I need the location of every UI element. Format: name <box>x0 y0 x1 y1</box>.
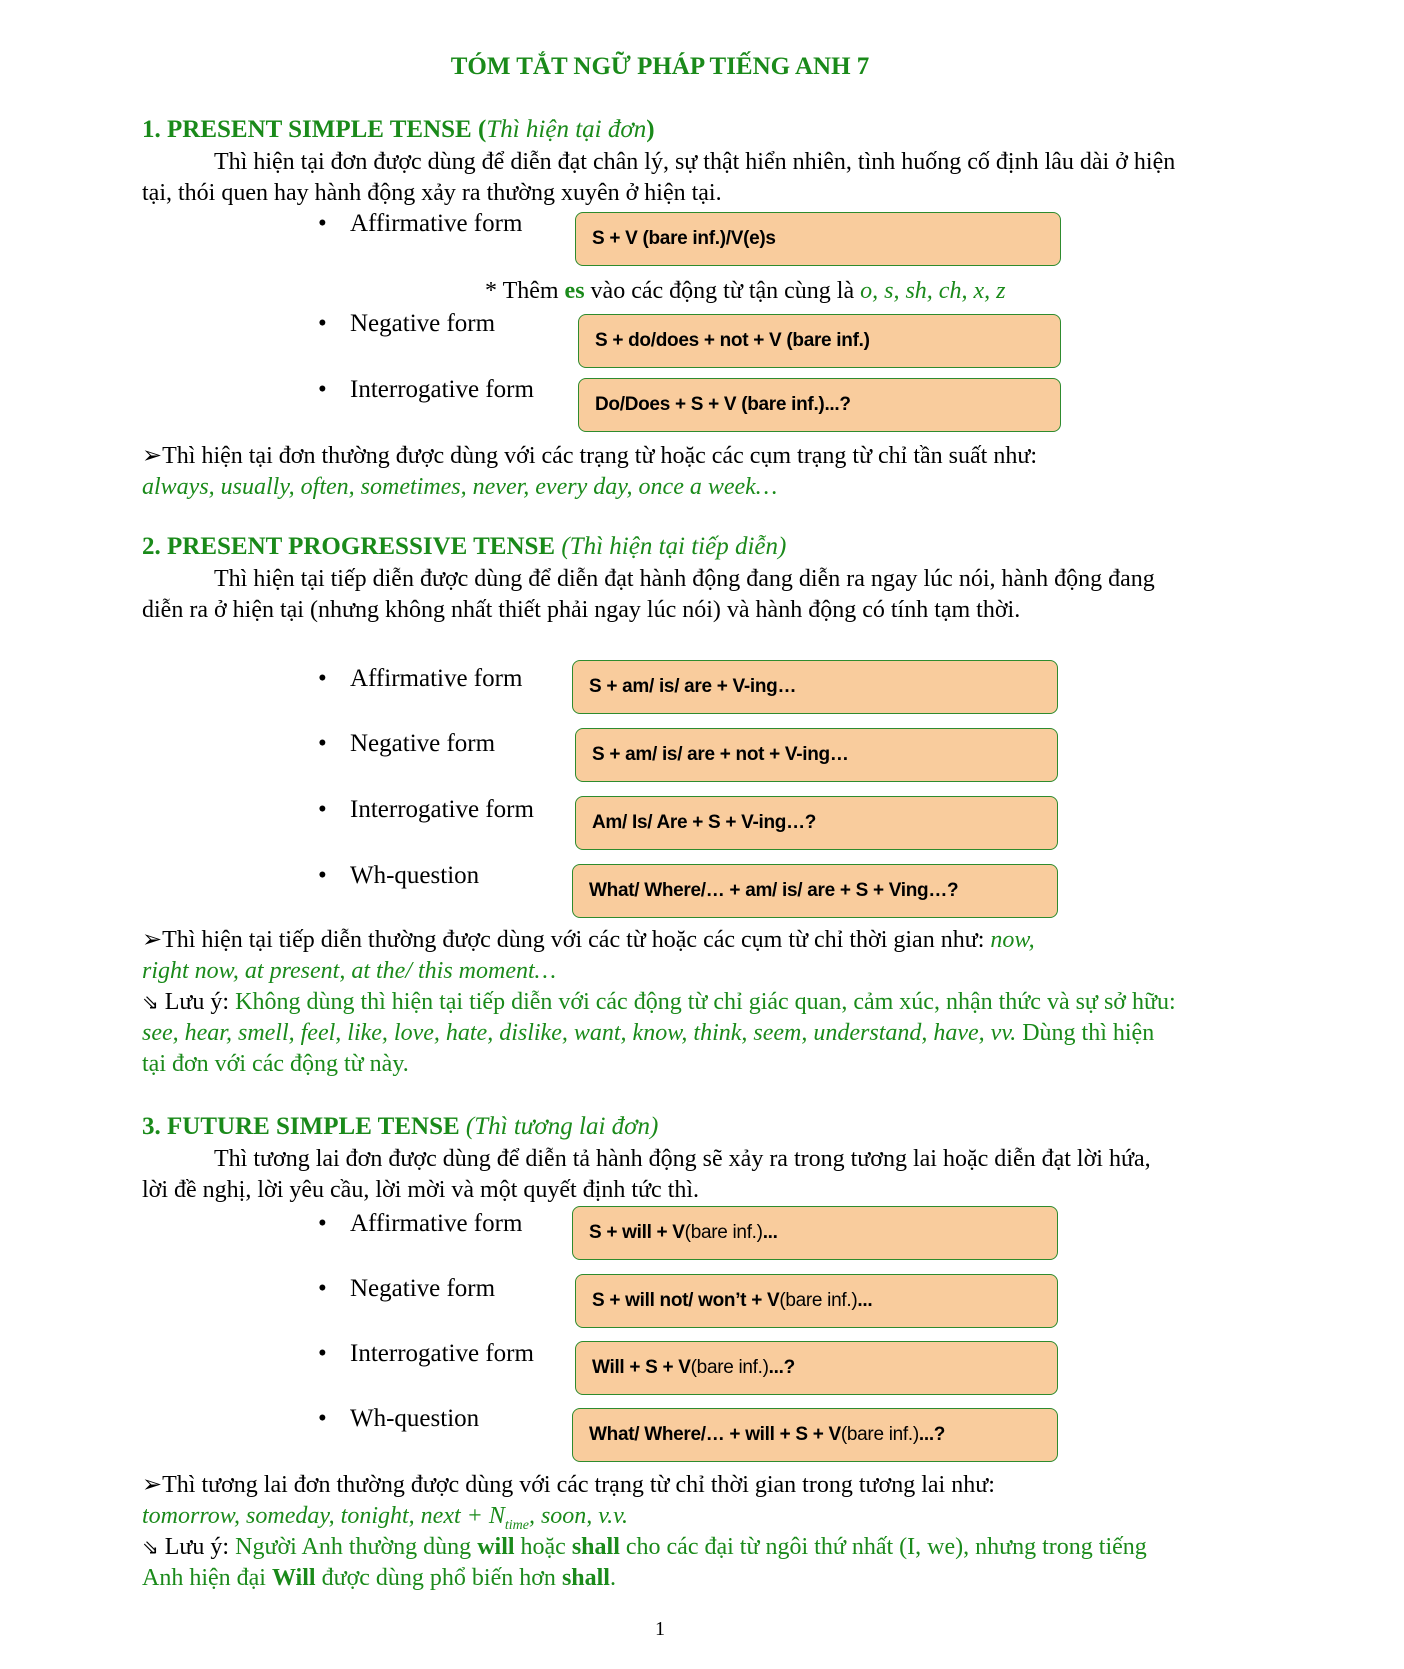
s3-interrogative-formula <box>575 1341 1058 1395</box>
s3-neg-bold: S + will not/ won’t + V <box>592 1290 780 1311</box>
s2-wh-label-text: Wh-question <box>350 862 480 889</box>
s1-usage <box>142 441 1182 503</box>
s2-wh-formula: What/ Where/… + am/ is/ are + S + Ving…? <box>572 864 1058 918</box>
s1-interrogative-label: • Interrogative form <box>318 376 534 403</box>
s3-aff-end: ... <box>762 1222 778 1243</box>
s3-negative-formula <box>575 1274 1058 1328</box>
s3-note-2: hoặc <box>514 1534 572 1560</box>
s2-note-end: Dùng thì hiện tại đơn với các động từ này. <box>142 1020 1155 1077</box>
s3-negative-label-text: Negative form <box>350 1275 496 1302</box>
note-arrow-icon: ⇘ <box>142 990 159 1014</box>
s2-negative-label: • Negative form <box>318 730 496 757</box>
section-3-description <box>142 1144 1182 1206</box>
s3-int-bold: Will + S + V <box>592 1357 691 1378</box>
s2-note-text: Không dùng thì hiện tại tiếp diễn với các động từ chỉ giác quan, cảm xúc, nhận thức và sự sở hữu: <box>235 989 1176 1015</box>
s2-negative-formula: S + am/ is/ are + not + V-ing… <box>575 728 1058 782</box>
s2-note-verbs: see, hear, smell, feel, like, love, hate, dislike, want, know, think, seem, understand, have, vv. <box>142 1020 1017 1046</box>
s2-usage-words: right now, at present, at the/ this moment… <box>142 958 556 984</box>
section-3-description-text: Thì tương lai đơn được dùng để diễn tả hành động sẽ xảy ra trong tương lai hoặc diễn đạt lời hứa, lời đề nghị, lời yêu cầu, lời mời và một quyết định tức thì. <box>142 1146 1151 1203</box>
s2-note-label: Lưu ý: <box>158 989 236 1015</box>
s1-negative-label-text: Negative form <box>350 310 496 337</box>
section-2-description <box>142 564 1182 626</box>
s3-note-1: Người Anh thường dùng <box>235 1534 478 1560</box>
s3-affirmative-label-text: Affirmative form <box>350 1210 523 1237</box>
document-title: TÓM TẮT NGỮ PHÁP TIẾNG ANH 7 <box>450 53 870 80</box>
s3-note-label: Lưu ý: <box>158 1534 236 1560</box>
s3-wh-end: ...? <box>918 1424 946 1445</box>
s1-es-note-mid: vào các động từ tận cùng là <box>584 278 861 304</box>
s1-affirmative-label-text: Affirmative form <box>350 210 523 237</box>
section-2-heading <box>142 533 786 561</box>
section-3-heading-text: 3. FUTURE SIMPLE TENSE <box>142 1113 460 1140</box>
s1-es-note-letters: o, s, sh, ch, x, z <box>860 278 1006 304</box>
s3-int-end: ...? <box>768 1357 795 1378</box>
s2-note <box>142 987 1182 1080</box>
s3-note-shall2: shall <box>561 1565 610 1591</box>
section-2-heading-italic: (Thì hiện tại tiếp diễn) <box>561 533 787 560</box>
s1-affirmative-formula: S + V (bare inf.)/V(e)s <box>575 212 1061 266</box>
s3-affirmative-formula <box>572 1206 1058 1260</box>
s3-aff-thin: (bare inf.) <box>684 1222 763 1243</box>
s1-usage-text: ➢Thì hiện tại đơn thường được dùng với các trạng từ hoặc các cụm trạng từ chỉ tần suất như: <box>142 443 1038 469</box>
s3-neg-end: ... <box>857 1290 873 1311</box>
s3-usage-text: ➢Thì tương lai đơn thường được dùng với các trạng từ chỉ thời gian trong tương lai như: <box>142 1472 995 1498</box>
s3-wh-thin: (bare inf.) <box>840 1424 919 1445</box>
s3-note-3: cho các đại từ ngôi thứ nhất (I, we), nhưng trong tiếng Anh hiện đại <box>142 1534 1147 1591</box>
s1-es-note-es: es <box>564 278 585 304</box>
s3-note-5: . <box>609 1565 616 1591</box>
s2-interrogative-label-text: Interrogative form <box>350 796 534 823</box>
s2-interrogative-formula: Am/ Is/ Are + S + V-ing…? <box>575 796 1058 850</box>
s3-usage <box>142 1470 1182 1541</box>
s3-wh-label: • Wh-question <box>318 1405 480 1432</box>
s1-negative-formula: S + do/does + not + V (bare inf.) <box>578 314 1061 368</box>
s3-interrogative-label: • Interrogative form <box>318 1340 534 1367</box>
s1-negative-label: • Negative form <box>318 310 496 337</box>
s1-interrogative-formula: Do/Does + S + V (bare inf.)...? <box>578 378 1061 432</box>
s3-usage-words <box>142 1503 629 1533</box>
s3-affirmative-label: • Affirmative form <box>318 1210 523 1237</box>
s1-es-note-pre: * Thêm <box>485 278 565 304</box>
s2-usage <box>142 925 1182 987</box>
s3-wh-formula <box>572 1408 1058 1462</box>
s1-usage-words: always, usually, often, sometimes, never, every day, once a week… <box>142 474 778 500</box>
s3-note-will: will <box>477 1534 515 1560</box>
section-1-description-text: Thì hiện tại đơn được dùng để diễn đạt chân lý, sự thật hiển nhiên, tình huống cố định lâu dài ở hiện tại, thói quen hay hành động xảy ra thường xuyên ở hiện tại. <box>142 149 1176 206</box>
s2-affirmative-formula: S + am/ is/ are + V-ing… <box>572 660 1058 714</box>
s1-es-note <box>485 278 1005 305</box>
s1-interrogative-label-text: Interrogative form <box>350 376 534 403</box>
s3-usage-words-pre: tomorrow, someday, tonight, next + N <box>142 1503 505 1529</box>
s3-note <box>142 1532 1182 1594</box>
section-2-heading-text: 2. PRESENT PROGRESSIVE TENSE <box>142 533 556 560</box>
section-1-heading-close: ) <box>646 116 655 143</box>
s3-usage-sub: time <box>504 1517 529 1533</box>
section-1-description <box>142 147 1182 209</box>
note-arrow-icon: ⇘ <box>142 1535 159 1559</box>
s2-affirmative-label-text: Affirmative form <box>350 665 523 692</box>
s3-aff-bold: S + will + V <box>589 1222 685 1243</box>
s2-wh-label: • Wh-question <box>318 862 480 889</box>
s3-note-4: được dùng phổ biến hơn <box>315 1565 562 1591</box>
s2-usage-text: ➢Thì hiện tại tiếp diễn thường được dùng với các từ hoặc các cụm từ chỉ thời gian như: <box>142 927 991 953</box>
s2-negative-label-text: Negative form <box>350 730 496 757</box>
s2-affirmative-label: • Affirmative form <box>318 665 523 692</box>
s3-interrogative-label-text: Interrogative form <box>350 1340 534 1367</box>
s2-interrogative-label: • Interrogative form <box>318 796 534 823</box>
page-number: 1 <box>655 1618 665 1640</box>
s3-neg-thin: (bare inf.) <box>779 1290 858 1311</box>
s3-note-shall: shall <box>571 1534 620 1560</box>
s3-int-thin: (bare inf.) <box>690 1357 769 1378</box>
s3-wh-label-text: Wh-question <box>350 1405 480 1432</box>
s1-affirmative-label: • Affirmative form <box>318 210 523 237</box>
section-1-heading <box>142 116 655 144</box>
section-2-description-text: Thì hiện tại tiếp diễn được dùng để diễn đạt hành động đang diễn ra ngay lúc nói, hành động đang diễn ra ở hiện tại (nhưng không nhất thiết phải ngay lúc nói) và hành động có tính tạm thời. <box>142 566 1155 623</box>
section-3-heading <box>142 1113 658 1141</box>
s3-negative-label: • Negative form <box>318 1275 496 1302</box>
section-3-heading-italic: (Thì tương lai đơn) <box>465 1113 659 1140</box>
s3-wh-bold: What/ Where/… + will + S + V <box>589 1424 841 1445</box>
section-1-heading-italic: Thì hiện tại đơn <box>486 116 647 143</box>
s3-note-Will: Will <box>271 1565 316 1591</box>
s2-usage-now: now, <box>990 927 1035 953</box>
section-1-heading-text: 1. PRESENT SIMPLE TENSE ( <box>142 116 487 143</box>
s3-usage-words-post: , soon, v.v. <box>528 1503 629 1529</box>
